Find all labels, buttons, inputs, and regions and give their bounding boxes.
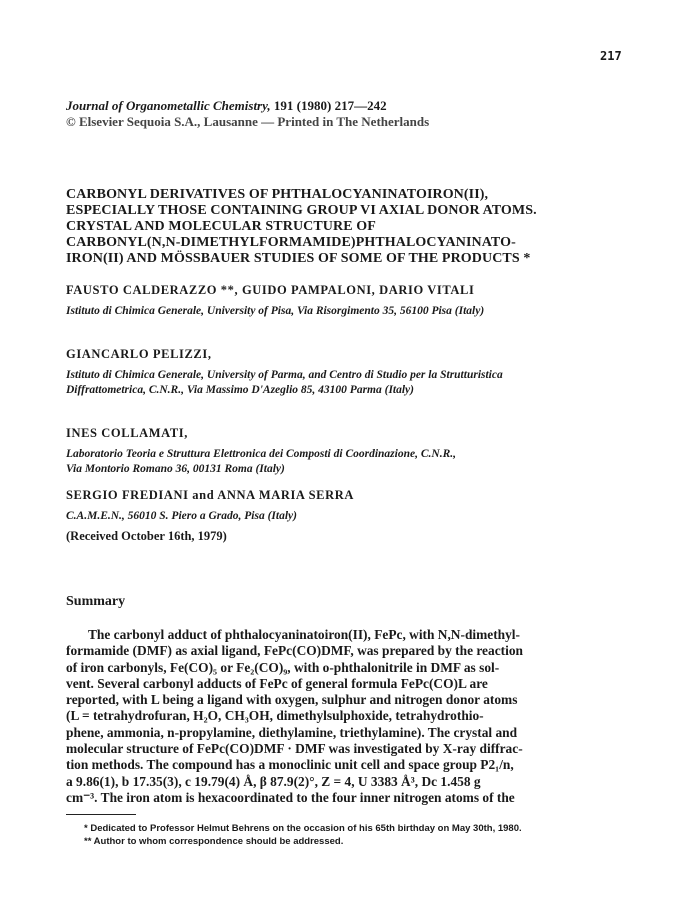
title-line: CARBONYL(N,N-DIMETHYLFORMAMIDE)PHTHALOCYANINATO- — [66, 235, 516, 250]
summary-line: reported, with L being a ligand with oxygen, sulphur and nitrogen donor atoms — [66, 692, 518, 708]
page-number: 217 — [600, 49, 622, 63]
summary-line: formamide (DMF) as axial ligand, FePc(CO)DMF, was prepared by the reaction — [66, 643, 523, 659]
author-names: GIANCARLO PELIZZI, — [66, 347, 212, 361]
summary-line: phene, ammonia, n-propylamine, diethylamine, triethylamine). The crystal and — [66, 724, 518, 740]
footnotes — [84, 822, 522, 848]
summary-line: tion methods. The compound has a monoclinic unit cell and space group P2₁/n, — [66, 757, 514, 773]
summary-heading: Summary — [66, 594, 126, 609]
author-affiliation: C.A.M.E.N., 56010 S. Piero a Grado, Pisa (Italy) — [66, 510, 297, 522]
author-affiliation: Laboratorio Teoria e Struttura Elettronica dei Composti di Coordinazione, C.N.R., — [66, 448, 456, 460]
summary-body — [66, 627, 626, 806]
summary-line: cm⁻³. The iron atom is hexacoordinated to the four inner nitrogen atoms of the — [66, 789, 515, 805]
author-names: SERGIO FREDIANI and ANNA MARIA SERRA — [66, 488, 354, 502]
copyright-line: © Elsevier Sequoia S.A., Lausanne — Printed in The Netherlands — [66, 114, 430, 129]
footnote-divider — [66, 814, 136, 815]
author-affiliation: Via Montorio Romano 36, 00131 Roma (Italy) — [66, 463, 285, 475]
author-group — [66, 425, 646, 477]
summary-line: (L = tetrahydrofuran, H₂O, CH₃OH, dimethylsulphoxide, tetrahydrothio- — [66, 708, 484, 724]
title-line: ESPECIALLY THOSE CONTAINING GROUP VI AXIAL DONOR ATOMS. — [66, 203, 537, 218]
journal-citation — [66, 98, 429, 114]
author-affiliation: Diffrattometrica, C.N.R., Via Massimo D'Azeglio 85, 43100 Parma (Italy) — [66, 384, 414, 396]
footnote-correspondence: ** Author to whom correspondence should be addressed. — [84, 836, 344, 847]
summary-line: molecular structure of FePc(CO)DMF · DMF was investigated by X-ray diffrac- — [66, 741, 523, 757]
summary-line: The carbonyl adduct of phthalocyaninatoiron(II), FePc, with N,N-dimethyl- — [88, 627, 520, 642]
article-title — [66, 187, 626, 267]
author-affiliation: Istituto di Chimica Generale, University of Parma, and Centro di Studio per la Strutturistica — [66, 369, 503, 381]
author-names: FAUSTO CALDERAZZO **, GUIDO PAMPALONI, DARIO VITALI — [66, 283, 475, 297]
received-date: (Received October 16th, 1979) — [66, 529, 227, 543]
summary-line: of iron carbonyls, Fe(CO)₅ or Fe₂(CO)₉, with o-phthalonitrile in DMF as sol- — [66, 659, 500, 675]
footnote-dedication: * Dedicated to Professor Helmut Behrens on the occasion of his 65th birthday on May 30th, 1980. — [84, 823, 522, 834]
summary-line: vent. Several carbonyl adducts of FePc of general formula FePc(CO)L are — [66, 675, 488, 691]
author-group — [66, 487, 646, 544]
author-names: INES COLLAMATI, — [66, 426, 188, 440]
title-line: CRYSTAL AND MOLECULAR STRUCTURE OF — [66, 219, 376, 234]
author-group — [66, 282, 646, 319]
summary-line: a 9.86(1), b 17.35(3), c 19.79(4) Å, β 87.9(2)°, Z = 4, U 3383 Å³, Dc 1.458 g — [66, 773, 481, 789]
title-line: IRON(II) AND MÖSSBAUER STUDIES OF SOME OF THE PRODUCTS * — [66, 251, 531, 266]
journal-name: Journal of Organometallic Chemistry, — [66, 98, 271, 113]
author-group — [66, 346, 646, 398]
title-line: CARBONYL DERIVATIVES OF PHTHALOCYANINATOIRON(II), — [66, 187, 489, 202]
journal-volume: 191 (1980) 217—242 — [273, 98, 387, 113]
journal-header — [66, 98, 429, 130]
author-affiliation: Istituto di Chimica Generale, University of Pisa, Via Risorgimento 35, 56100 Pisa (Italy) — [66, 305, 485, 317]
